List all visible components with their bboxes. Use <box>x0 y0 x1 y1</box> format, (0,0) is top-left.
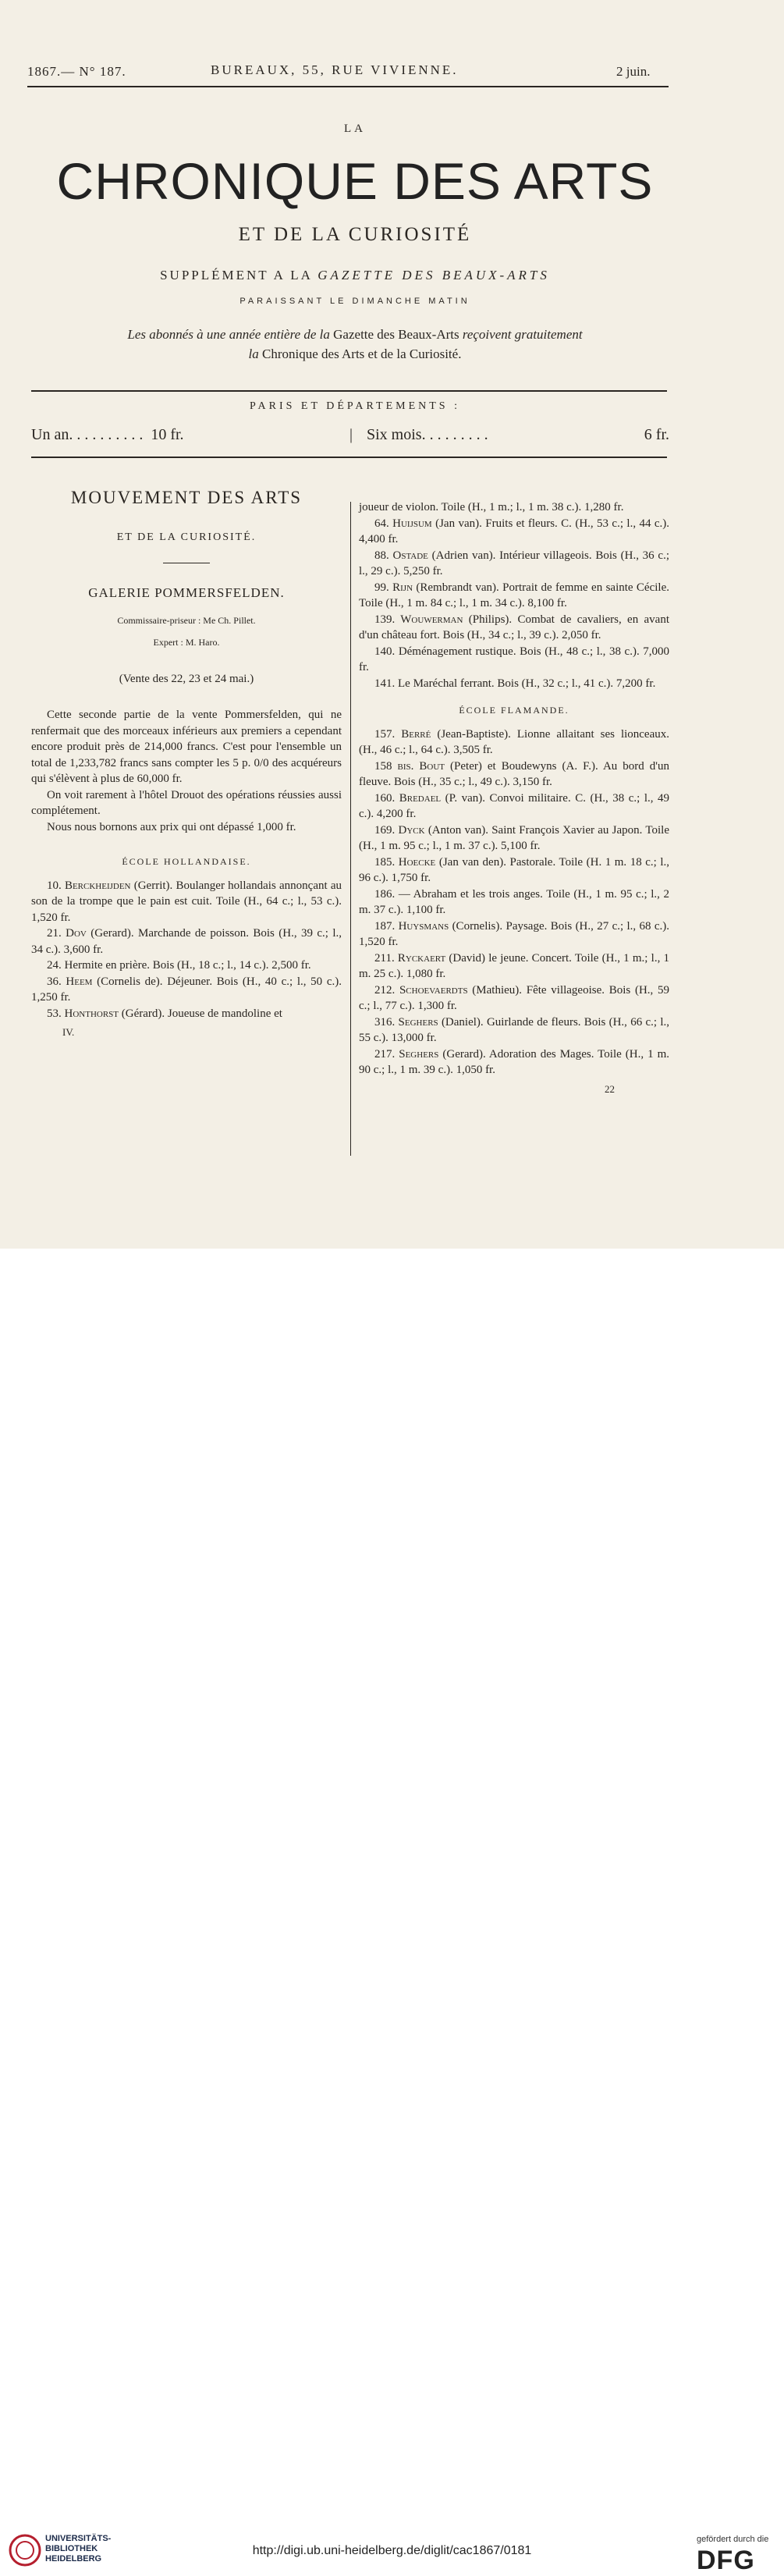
list-item: 141. Le Maréchal ferrant. Bois (H., 32 c.; l., 41 c.). 7,200 fr. <box>374 677 656 690</box>
auctioneer: Commissaire-priseur : Me Ch. Pillet. <box>117 614 256 626</box>
list-item: 53. Honthorst (Gérard). Joueuse de mandoline et <box>47 1007 282 1020</box>
school-heading: ÉCOLE HOLLANDAISE. <box>122 856 251 867</box>
masthead-article: LA <box>344 123 366 135</box>
list-item: 217. Seghers (Gerard). Adoration des Mages. Toile (H., 1 m. 90 c.; l., 1 m. 39 c.). 1,050 fr. <box>359 1047 670 1076</box>
list-item: 99. Rijn (Rembrandt van). Portrait de femme en sainte Cécile. Toile (H., 1 m. 84 c.; l., 1 m. 34 c.). 8,100 fr. <box>359 581 669 609</box>
school-heading: ÉCOLE FLAMANDE. <box>459 705 569 716</box>
pricing-heading: PARIS ET DÉPARTEMENTS : <box>250 400 460 412</box>
list-item: 169. Dyck (Anton van). Saint François Xavier au Japon. Toile (H., 1 m. 95 c.; l., 1 m. 37 c.). 5,100 fr. <box>359 823 669 852</box>
list-item: 316. Seghers (Daniel). Guirlande de fleurs. Bois (H., 66 c.; l., 55 c.). 13,000 fr. <box>359 1015 670 1044</box>
list-item: 140. Déménagement rustique. Bois (H., 48 c.; l., 38 c.). 7,000 fr. <box>359 645 670 673</box>
digitization-footer <box>0 1249 784 2575</box>
list-item: 88. Ostade (Adrien van). Intérieur villageois. Bois (H., 36 c.; l., 29 c.). 5,250 fr. <box>359 549 670 577</box>
notice-italic-3: la <box>248 346 259 361</box>
supplement-line <box>0 268 710 283</box>
masthead-subtitle: ET DE LA CURIOSITÉ <box>238 224 472 245</box>
list-item: 185. Hoecke (Jan van den). Pastorale. Toile (H. 1 m. 18 c.; l., 96 c.). 1,750 fr. <box>359 855 670 884</box>
paragraph: Cette seconde partie de la vente Pommersfelden, qui ne renfermait que des morceaux inférieurs aux premiers a cependant encore produit près de 214,000 francs. C'est pour l'ensemble un total de 1,233,782 francs sans compter les 5 p. 0/0 des acquéreurs qui s'élèvent à plus de 60,000 fr. <box>31 709 342 785</box>
list-item: 211. Ryckaert (David) le jeune. Concert. Toile (H., 1 m.; l., 1 m. 25 c.). 1,080 fr. <box>359 951 670 980</box>
list-item: 187. Huysmans (Cornelis). Paysage. Bois (H., 27 c.; l., 68 c.). 1,520 fr. <box>359 919 669 948</box>
column-divider <box>350 502 351 1156</box>
price-half-label: Six mois. . . . . . . . . <box>367 426 488 443</box>
notice-italic-2: reçoivent gratuitement <box>462 327 583 342</box>
price-separator: | <box>349 426 353 443</box>
list-item: 186. — Abraham et les trois anges. Toile (H., 1 m. 95 c.; l., 2 m. 37 c.). 1,100 fr. <box>359 887 670 916</box>
issue-number: 1867.— N° 187. <box>27 64 126 79</box>
pricing-top-rule <box>31 390 667 392</box>
list-item: 21. Dov (Gerard). Marchande de poisson. Bois (H., 39 c.; l., 34 c.). 3,600 fr. <box>31 927 342 956</box>
list-item: 10. Berckheijden (Gerrit). Boulanger hollandais annonçant au son de la trompe que le pain est cuit. Toile (H., 64 c.; l., 53 c.). 1,520 fr. <box>31 879 342 924</box>
newspaper-page <box>0 0 784 1249</box>
list-item: 139. Wouwerman (Philips). Combat de cavaliers, en avant d'un château fort. Bois (H., 34 c.; l., 39 c.). 2,050 fr. <box>359 613 669 641</box>
supplement-title: GAZETTE DES BEAUX-ARTS <box>318 268 550 282</box>
office-address: BUREAUX, 55, RUE VIVIENNE. <box>211 62 459 77</box>
subscriber-notice <box>23 325 686 364</box>
section-title: MOUVEMENT DES ARTS <box>70 488 303 507</box>
left-column <box>31 468 342 1041</box>
list-item: 36. Heem (Cornelis de). Déjeuner. Bois (H., 40 c.; l., 50 c.). 1,250 fr. <box>31 975 342 1004</box>
list-item: 158 bis. Bout (Peter) et Boudewyns (A. F.). Au bord d'un fleuve. Bois (H., 35 c.; l., 49 c.). 3,150 fr. <box>359 759 670 788</box>
funding-label: gefördert durch die <box>697 2535 769 2544</box>
notice-italic-1: Les abonnés à une année entière de la <box>127 327 330 342</box>
paragraph: Nous nous bornons aux prix qui ont dépassé 1,000 fr. <box>47 820 296 833</box>
dfg-logo: DFG <box>697 2546 755 2575</box>
header-rule <box>27 86 669 87</box>
sheet-mark: IV. <box>62 1026 75 1038</box>
price-year-value: 10 fr. <box>151 426 184 443</box>
expert: Expert : M. Haro. <box>153 637 220 648</box>
price-year-label: Un an. . . . . . . . . . <box>31 426 144 443</box>
library-name: UNIVERSITÄTS- BIBLIOTHEK HEIDELBERG <box>45 2534 112 2564</box>
supplement-prefix: SUPPLÉMENT A LA <box>160 268 312 282</box>
notice-gazette: Gazette des Beaux-Arts <box>333 327 459 342</box>
paragraph: On voit rarement à l'hôtel Drouot des opérations réussies aussi complétement. <box>31 788 342 817</box>
continued-text: joueur de violon. Toile (H., 1 m.; l., 1 m. 38 c.). 1,280 fr. <box>359 501 624 513</box>
notice-chronique: Chronique des Arts et de la Curiosité. <box>262 346 462 361</box>
masthead-title: CHRONIQUE DES ARTS <box>56 152 654 210</box>
price-half <box>367 426 669 444</box>
section-subtitle: ET DE LA CURIOSITÉ. <box>116 531 257 543</box>
list-item: 160. Bredael (P. van). Convoi militaire. C. (H., 38 c.; l., 49 c.). 4,200 fr. <box>359 791 670 820</box>
price-half-value: 6 fr. <box>644 426 669 443</box>
pricing-bottom-rule <box>31 457 667 458</box>
sale-dates: (Vente des 22, 23 et 24 mai.) <box>119 672 254 685</box>
list-item: 24. Hermite en prière. Bois (H., 18 c.; l., 14 c.). 2,500 fr. <box>47 959 311 972</box>
issue-date: 2 juin. <box>616 64 651 79</box>
list-item: 64. Huijsum (Jan van). Fruits et fleurs. C. (H., 53 c.; l., 44 c.). 4,400 fr. <box>359 517 669 545</box>
frequency-line: PARAISSANT LE DIMANCHE MATIN <box>239 297 470 306</box>
right-column <box>359 499 669 1097</box>
sale-title: GALERIE POMMERSFELDEN. <box>88 585 285 600</box>
page-number: 22 <box>605 1082 615 1095</box>
list-item: 212. Schoevaerdts (Mathieu). Fête villageoise. Bois (H., 59 c.; l., 77 c.). 1,300 fr. <box>359 983 669 1012</box>
source-link[interactable]: http://digi.ub.uni-heidelberg.de/diglit/cac1867/0181 <box>252 2544 532 2557</box>
list-item: 157. Berré (Jean-Baptiste). Lionne allaitant ses lionceaux. (H., 46 c.; l., 64 c.). 3,505 fr. <box>359 727 669 756</box>
price-year <box>31 426 184 444</box>
